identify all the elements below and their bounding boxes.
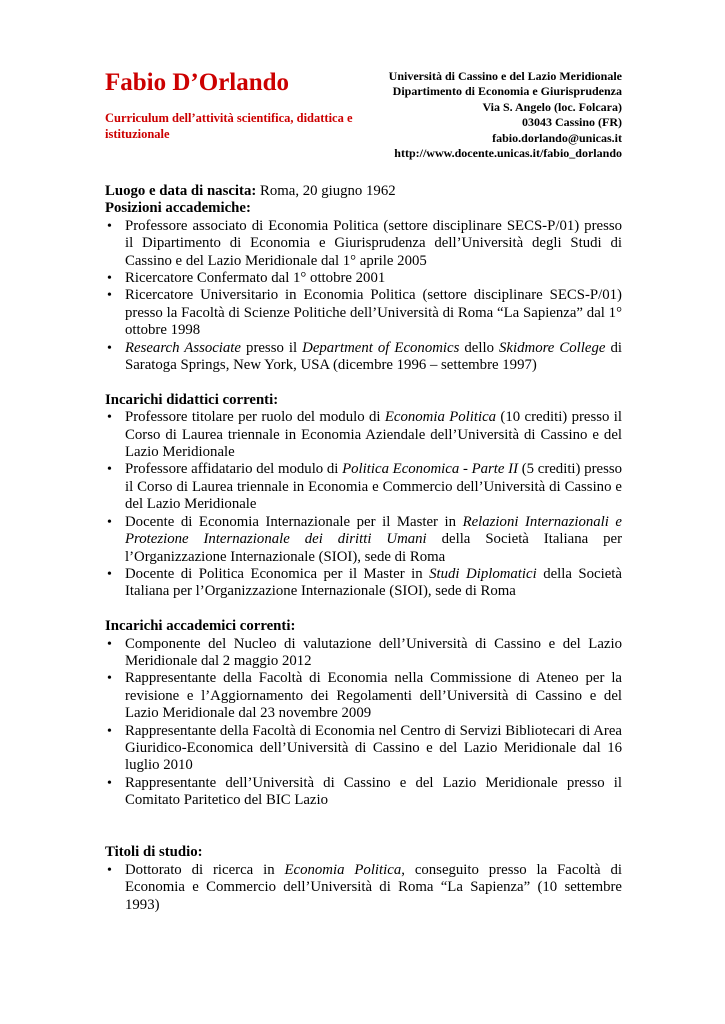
item-text: Rappresentante della Facoltà di Economia nella Commissione di Ateneo per la revisione e l’Aggiornamento dei Regolamenti dell’Università di Cassino e del Lazio Meridionale dal 23 novembre 2009 — [125, 670, 622, 722]
bullet-icon: • — [107, 462, 112, 478]
item-text: della Società Italiana per l’Organizzazione Internazionale (SIOI), sede di Roma — [125, 531, 622, 565]
section-title: Incarichi accademici correnti: — [105, 618, 296, 635]
section-teaching — [105, 392, 622, 601]
list-item — [105, 514, 622, 566]
italic-text: Studi Diplomatici — [429, 565, 537, 582]
bullet-icon: • — [107, 218, 112, 234]
academic-list — [105, 636, 622, 810]
cv-content — [105, 183, 622, 931]
bullet-icon: • — [107, 775, 112, 791]
item-text: , conseguito presso la Facoltà di Economia e Commercio dell’Università di Roma “La Sapienza” (10 settembre 1993) — [125, 861, 623, 913]
bullet-icon: • — [107, 288, 112, 304]
list-item — [105, 218, 622, 270]
item-text: dello — [459, 339, 500, 356]
item-text: Rappresentante della Facoltà di Economia nel Centro di Servizi Bibliotecari di Area Giuridico-Economica dell’Università di Cassino e del Lazio Meridionale dal 16 luglio 2010 — [125, 722, 622, 774]
italic-text: Economia Politica — [284, 861, 402, 878]
item-text: Dottorato di ricerca in — [125, 861, 285, 878]
item-text: Docente di Economia Internazionale per il Master in — [125, 513, 463, 530]
list-item — [105, 566, 622, 601]
affiliation-city: 03043 Cassino (FR) — [521, 115, 622, 130]
list-item — [105, 409, 622, 461]
list-item — [105, 670, 622, 722]
italic-text: Skidmore College — [499, 339, 606, 356]
list-item — [105, 775, 622, 810]
bullet-icon: • — [107, 862, 112, 878]
bullet-icon: • — [107, 671, 112, 687]
bullet-icon: • — [107, 271, 112, 287]
item-text: Professore associato di Economia Politica (settore disciplinare SECS-P/01) presso il Dipartimento di Economia e Giurisprudenza dell’Università degli Studi di Cassino e del Lazio Meridionale dal 1° aprile 2005 — [125, 217, 622, 269]
birth-value: Roma, 20 giugno 1962 — [256, 183, 396, 199]
affiliation-website[interactable]: http://www.docente.unicas.it/fabio_dorlando — [394, 146, 622, 161]
birth-label: Luogo e data di nascita: — [105, 183, 257, 199]
bullet-icon: • — [107, 636, 112, 652]
bullet-icon: • — [107, 410, 112, 426]
item-text: (10 crediti) presso il Corso di Laurea triennale in Economia Aziendale dell’Università di Cassino e del Lazio Meridionale — [125, 409, 622, 461]
italic-text: Department of Economics — [302, 339, 460, 356]
positions-list — [105, 218, 622, 375]
bullet-icon: • — [107, 514, 112, 530]
item-text: di Saratoga Springs, New York, USA (dicembre 1996 – settembre 1997) — [125, 339, 622, 374]
author-name: Fabio D’Orlando — [105, 69, 290, 96]
affiliation-email[interactable]: fabio.dorlando@unicas.it — [492, 130, 622, 145]
section-positions — [105, 200, 622, 374]
item-text: Professore affidatario del modulo di — [125, 461, 343, 478]
list-item — [105, 862, 622, 914]
degrees-list — [105, 862, 622, 914]
list-item — [105, 636, 622, 671]
list-item — [105, 723, 622, 775]
bullet-icon: • — [107, 723, 112, 739]
section-title: Posizioni accademiche: — [105, 200, 251, 217]
affiliation-university: Università di Cassino e del Lazio Meridionale — [388, 69, 622, 83]
list-item — [105, 287, 622, 339]
bullet-icon: • — [107, 566, 112, 582]
item-text: Ricercatore Confermato dal 1° ottobre 2001 — [125, 270, 386, 287]
italic-text: Relazioni Internazionali e Protezione Internazionale dei diritti Umani — [125, 513, 622, 548]
section-title: Titoli di studio: — [105, 844, 203, 861]
affiliation-block — [389, 69, 622, 161]
item-text: Docente di Politica Economica per il Master in — [125, 565, 430, 582]
affiliation-street: Via S. Angelo (loc. Folcara) — [482, 99, 622, 114]
italic-text: Politica Economica - Parte II — [342, 461, 519, 478]
item-text: Ricercatore Universitario in Economia Politica (settore disciplinare SECS-P/01) presso la Facoltà di Scienze Politiche dell’Università di Roma “La Sapienza” dal 1° ottobre 1998 — [125, 287, 622, 339]
list-item — [105, 270, 622, 287]
item-text: (5 crediti) presso il Corso di Laurea triennale in Economia e Commercio dell’Università di Cassino e del Lazio Meridionale — [125, 461, 622, 513]
document-subtitle: Curriculum dell’attività scientifica, didattica e istituzionale — [105, 111, 353, 141]
bullet-icon: • — [107, 340, 112, 356]
section-academic — [105, 618, 622, 809]
section-degrees — [105, 844, 622, 914]
item-text: della Società Italiana per l’Organizzazione Internazionale (SIOI), sede di Roma — [125, 565, 622, 600]
italic-text: Economia Politica — [384, 409, 497, 426]
item-text: Componente del Nucleo di valutazione dell’Università di Cassino e del Lazio Meridionale dal 2 maggio 2012 — [125, 635, 622, 669]
list-item — [105, 461, 622, 513]
italic-text: Research Associate — [125, 339, 241, 356]
birth-info — [105, 183, 622, 200]
section-title: Incarichi didattici correnti: — [105, 391, 279, 408]
item-text: Professore titolare per ruolo del modulo di — [125, 409, 385, 426]
affiliation-department: Dipartimento di Economia e Giurisprudenza — [392, 84, 622, 99]
teaching-list — [105, 409, 622, 600]
item-text: Rappresentante dell’Università di Cassino e del Lazio Meridionale presso il Comitato Paritetico del BIC Lazio — [125, 774, 622, 809]
item-text: presso il — [241, 339, 303, 356]
list-item — [105, 340, 622, 375]
